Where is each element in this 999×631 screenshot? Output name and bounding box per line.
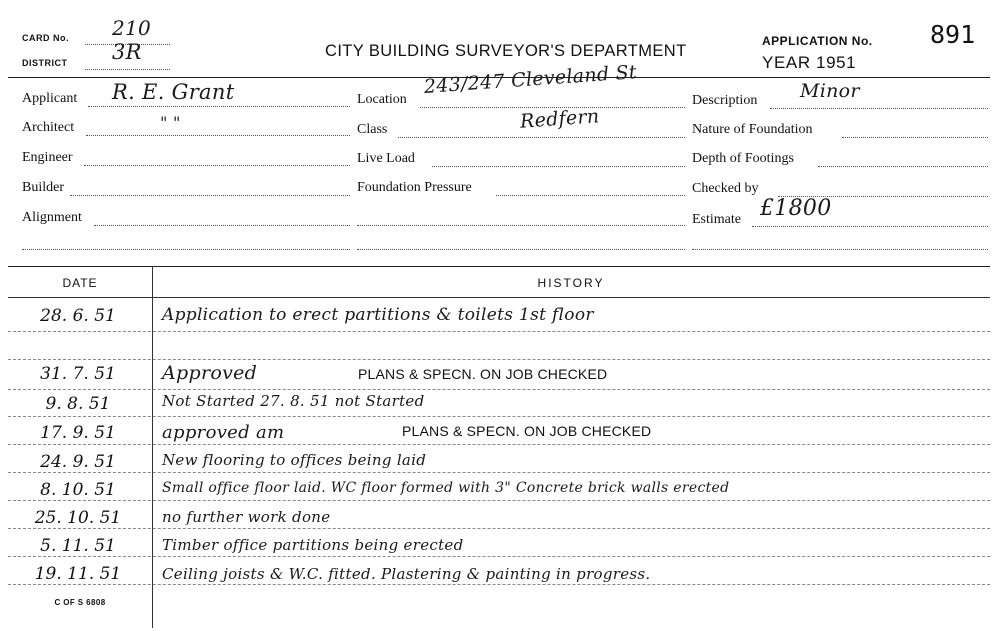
date-header: DATE [62, 276, 98, 290]
builder-line [70, 195, 350, 196]
description-label: Description [692, 93, 758, 108]
description-value: Minor [800, 80, 860, 102]
nature-line [842, 137, 988, 138]
depth-of-footings-label: Depth of Footings [692, 151, 794, 166]
row-date: 28. 6. 51 [40, 306, 116, 326]
alignment-line [94, 225, 350, 226]
row-history: no further work done [162, 508, 331, 526]
row-rule [8, 331, 990, 332]
row-date: 5. 11. 51 [40, 536, 116, 556]
applicant-line [88, 106, 350, 107]
location-value: 243/247 Cleveland St [423, 61, 638, 98]
row-history: New flooring to offices being laid [162, 451, 427, 469]
applicant-value: R. E. Grant [112, 80, 235, 104]
card-no-value: 210 [112, 16, 152, 40]
right-extra-line [692, 249, 988, 250]
row-rule [8, 389, 990, 390]
row-date: 9. 8. 51 [45, 394, 111, 414]
row-rule [8, 528, 990, 529]
header-bottom-rule [8, 297, 990, 298]
district-value: 3R [112, 40, 142, 64]
row-rule [8, 556, 990, 557]
row-history: Not Started 27. 8. 51 not Started [162, 392, 425, 410]
foundation-pressure-line [496, 195, 685, 196]
department-title: CITY BUILDING SURVEYOR'S DEPARTMENT [325, 42, 687, 60]
row-history: Small office floor laid. WC floor formed with 3" Concrete brick walls erected [162, 480, 730, 496]
checked-by-label: Checked by [692, 181, 759, 196]
engineer-label: Engineer [22, 150, 73, 165]
row-history: Application to erect partitions & toilets 1st floor [162, 305, 594, 325]
foundation-pressure-label: Foundation Pressure [357, 180, 472, 195]
row-date: 24. 9. 51 [40, 452, 116, 472]
application-label: APPLICATION No. [762, 34, 873, 48]
middle-extra-line-2 [357, 249, 685, 250]
nature-of-foundation-label: Nature of Foundation [692, 122, 813, 137]
architect-line [86, 135, 350, 136]
class-line [398, 137, 685, 138]
builder-label: Builder [22, 180, 64, 195]
district-line [85, 69, 170, 70]
live-load-line [432, 166, 685, 167]
estimate-line [752, 226, 988, 227]
depth-line [818, 166, 988, 167]
row-history: approved am [162, 422, 285, 443]
alignment-label: Alignment [22, 210, 82, 225]
table-top-rule [8, 266, 990, 267]
row-date: 19. 11. 51 [34, 564, 122, 584]
row-rule [8, 500, 990, 501]
architect-label: Architect [22, 120, 75, 135]
row-date: 17. 9. 51 [40, 423, 116, 443]
row-stamp: PLANS & SPECN. ON JOB CHECKED [402, 423, 652, 439]
left-extra-line [22, 249, 350, 250]
row-date: 8. 10. 51 [40, 480, 116, 500]
district-label: DISTRICT [22, 58, 68, 68]
card-no-label: CARD No. [22, 33, 69, 43]
location-label: Location [357, 92, 407, 107]
location-line [420, 107, 685, 108]
application-number: 891 [930, 20, 976, 49]
date-column-divider [152, 266, 153, 628]
live-load-label: Live Load [357, 151, 415, 166]
applicant-label: Applicant [22, 91, 78, 106]
year-label: YEAR 1951 [762, 53, 857, 72]
engineer-line [84, 165, 350, 166]
estimate-label: Estimate [692, 212, 741, 227]
row-rule [8, 416, 990, 417]
row-history: Approved [162, 362, 258, 384]
row-history: Ceiling joists & W.C. fitted. Plastering & painting in progress. [162, 565, 651, 583]
row-rule [8, 472, 990, 473]
middle-extra-line-1 [357, 225, 685, 226]
row-rule [8, 444, 990, 445]
row-date: 25. 10. 51 [34, 508, 122, 528]
row-date: 31. 7. 51 [40, 364, 116, 384]
description-line [770, 108, 988, 109]
estimate-value: £1800 [760, 196, 832, 221]
row-rule [8, 584, 990, 585]
row-history: Timber office partitions being erected [162, 536, 464, 554]
row-rule [8, 359, 990, 360]
architect-value: " " [160, 113, 181, 132]
location-value-suburb: Redfern [519, 105, 601, 133]
class-label: Class [357, 122, 388, 137]
form-code: C OF S 6808 [54, 598, 106, 607]
history-header: HISTORY [537, 276, 605, 290]
row-stamp: PLANS & SPECN. ON JOB CHECKED [358, 366, 608, 382]
